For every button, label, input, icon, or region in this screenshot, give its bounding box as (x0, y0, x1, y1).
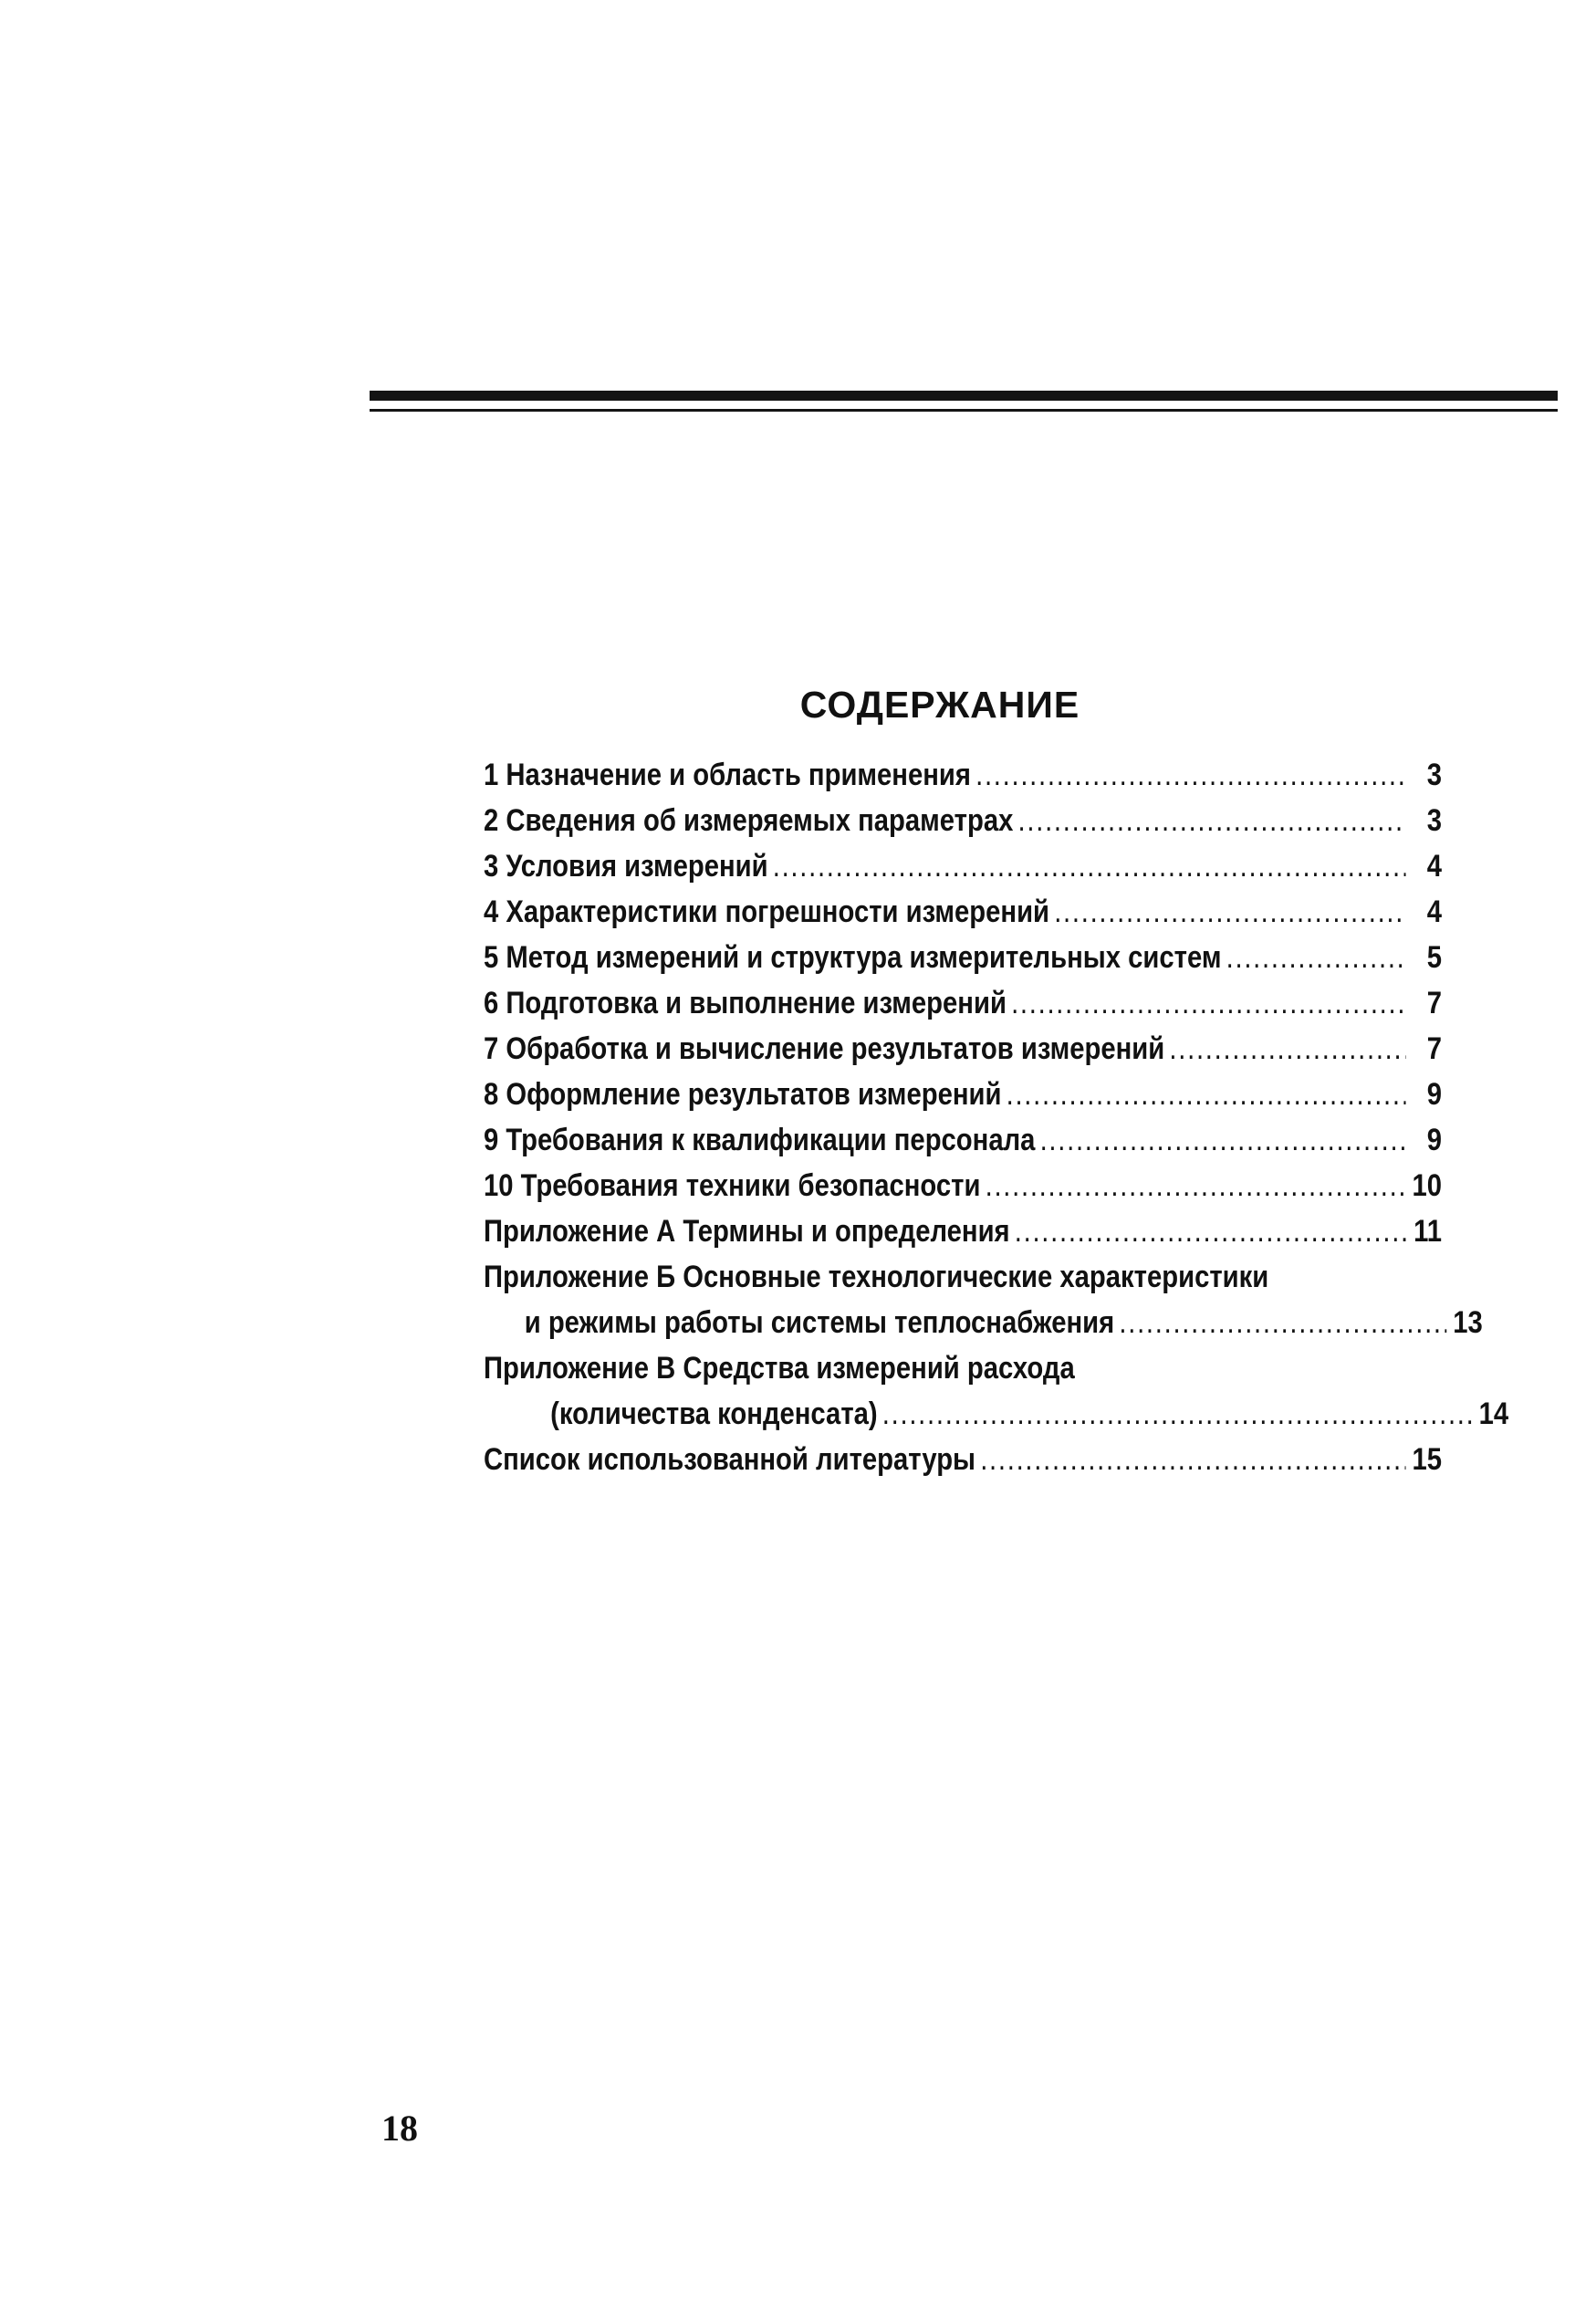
dot-leader (882, 1397, 1473, 1432)
toc-entry[interactable] (484, 1031, 1442, 1077)
toc-entry[interactable] (484, 986, 1442, 1031)
toc-entry-label: Список использованной литературы (484, 1442, 976, 1477)
toc-entry[interactable] (484, 803, 1442, 849)
toc-entry-label: Приложение А Термины и определения (484, 1214, 1010, 1249)
toc-entry-page: 10 (1412, 1168, 1443, 1203)
toc-entry-label: 6 Подготовка и выполнение измерений (484, 986, 1007, 1020)
dot-leader (1015, 1214, 1406, 1250)
toc-entry-page: 3 (1426, 758, 1443, 792)
dot-leader (1169, 1031, 1405, 1067)
toc-entry-label: 5 Метод измерений и структура измерительных систем (484, 940, 1222, 975)
dot-leader (1011, 986, 1405, 1021)
dot-leader (1226, 940, 1406, 976)
toc-entry-label: 1 Назначение и область применения (484, 758, 971, 792)
toc-entry-label: 8 Оформление результатов измерений (484, 1077, 1002, 1112)
toc-entry-page: 7 (1426, 1031, 1443, 1066)
dot-leader (986, 1168, 1406, 1204)
toc-entry[interactable] (484, 1168, 1442, 1214)
table-of-contents (484, 758, 1509, 1488)
page-number: 18 (381, 2108, 418, 2149)
dot-leader (1018, 803, 1406, 839)
toc-entry[interactable] (484, 1442, 1442, 1488)
toc-title: СОДЕРЖАНИЕ (799, 684, 1080, 726)
toc-entry-page: 9 (1426, 1077, 1443, 1112)
toc-entry-page: 13 (1453, 1305, 1483, 1340)
toc-entry-label: 7 Обработка и вычисление результатов измерений (484, 1031, 1165, 1066)
header-rule-thick (370, 391, 1558, 401)
toc-entry-multiline-start[interactable] (484, 1351, 1442, 1397)
toc-entry-page: 4 (1426, 849, 1443, 884)
toc-entry[interactable] (484, 940, 1442, 986)
toc-entry-multiline-end[interactable] (484, 1305, 1483, 1351)
toc-entry-label: Приложение Б Основные технологические характеристики (484, 1260, 1269, 1294)
dot-leader (1054, 894, 1405, 930)
toc-entry-page: 11 (1413, 1214, 1443, 1249)
toc-entry-page: 14 (1478, 1397, 1509, 1431)
toc-entry-label: и режимы работы системы теплоснабжения (524, 1305, 1115, 1340)
toc-entry[interactable] (484, 758, 1442, 803)
toc-entry-page: 7 (1426, 986, 1443, 1020)
toc-entry[interactable] (484, 849, 1442, 894)
toc-entry-label: 9 Требования к квалификации персонала (484, 1123, 1036, 1157)
toc-entry-label: 10 Требования техники безопасности (484, 1168, 981, 1203)
dot-leader (773, 849, 1406, 884)
toc-entry[interactable] (484, 894, 1442, 940)
toc-entry-multiline-end[interactable] (484, 1397, 1508, 1442)
toc-entry-label: Приложение В Средства измерений расхода (484, 1351, 1075, 1386)
toc-entry-multiline-start[interactable] (484, 1260, 1442, 1305)
toc-entry-page: 4 (1426, 894, 1443, 929)
toc-entry[interactable] (484, 1214, 1442, 1260)
toc-entry-page: 5 (1426, 940, 1443, 975)
dot-leader (1007, 1077, 1406, 1113)
toc-entry-label: 4 Характеристики погрешности измерений (484, 894, 1050, 929)
toc-entry-page: 15 (1412, 1442, 1443, 1477)
toc-entry-page: 9 (1426, 1123, 1443, 1157)
toc-entry[interactable] (484, 1077, 1442, 1123)
toc-entry-page: 3 (1426, 803, 1443, 838)
toc-entry-label: (количества конденсата) (550, 1397, 878, 1431)
toc-entry-label: 2 Сведения об измеряемых параметрах (484, 803, 1014, 838)
dot-leader (1119, 1305, 1446, 1341)
dot-leader (975, 758, 1405, 793)
dot-leader (980, 1442, 1405, 1478)
toc-entry[interactable] (484, 1123, 1442, 1168)
dot-leader (1040, 1123, 1406, 1158)
toc-entry-label: 3 Условия измерений (484, 849, 768, 884)
header-rule-thin (370, 409, 1558, 412)
